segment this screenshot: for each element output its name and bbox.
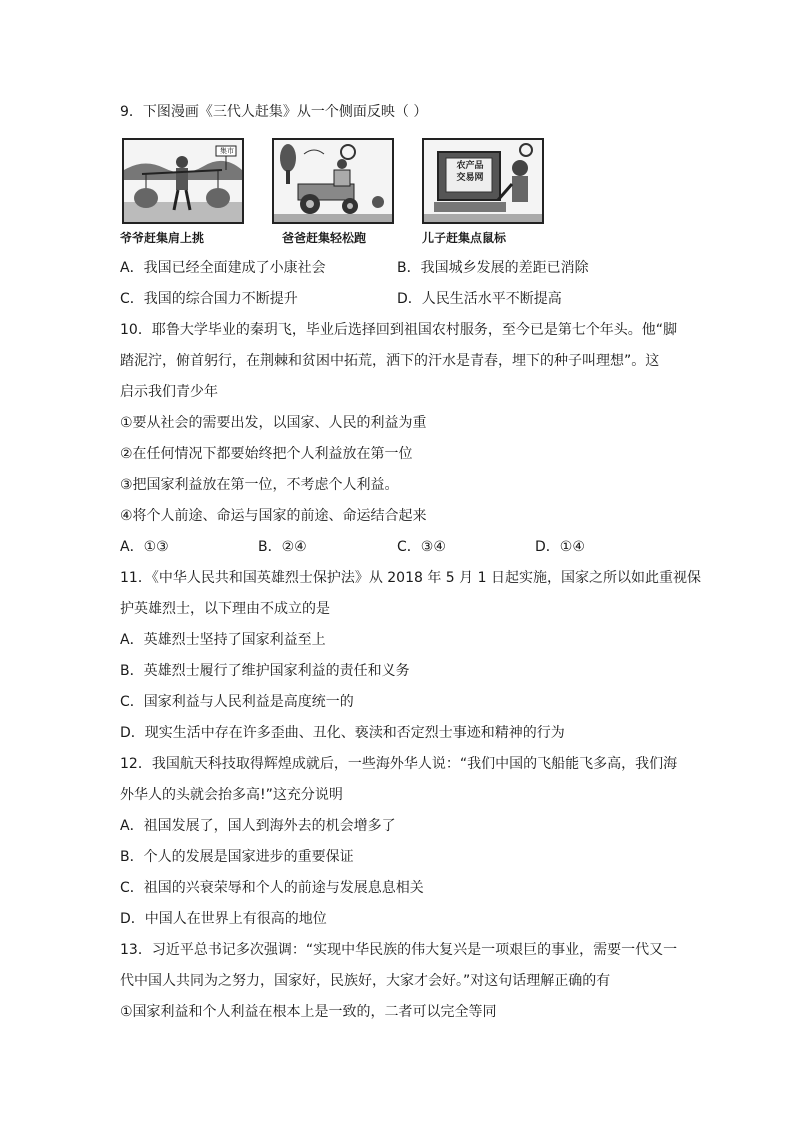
q9-option-a: A．我国已经全面建成了小康社会 [120, 260, 326, 276]
q11-option-a: A．英雄烈士坚持了国家利益至上 [120, 632, 326, 648]
q12-stem-line-2: 外华人的头就会抬多高!”这充分说明 [120, 787, 343, 803]
q11-option-d: D．现实生活中存在许多歪曲、丑化、亵渎和否定烈士事迹和精神的行为 [120, 725, 565, 741]
q9-option-c: C．我国的综合国力不断提升 [120, 291, 298, 307]
cartoon-three-generations [120, 138, 520, 248]
q10-option-d: D．①④ [535, 539, 585, 555]
q10-stem-line-2: 踏泥泞，俯首躬行，在荆棘和贫困中拓荒，洒下的汗水是青春，埋下的种子叫理想”。这 [120, 353, 660, 369]
screen-line-1: 农产品 [456, 161, 484, 171]
q10-stem-line-3: 启示我们青少年 [120, 384, 218, 400]
q12-option-c: C．祖国的兴衰荣辱和个人的前途与发展息息相关 [120, 880, 424, 896]
q11-option-b: B．英雄烈士履行了维护国家利益的责任和义务 [120, 663, 410, 679]
panel3-screen-text [447, 160, 493, 184]
cartoon-panel-father [272, 138, 394, 224]
q9-stem: 9．下图漫画《三代人赶集》从一个侧面反映（ ） [120, 104, 428, 120]
q10-option-a: A．①③ [120, 539, 169, 555]
q12-stem-line-1: 12．我国航天科技取得辉煌成就后，一些海外华人说：“我们中国的飞船能飞多高，我们海 [120, 756, 678, 772]
q10-item-1: ①要从社会的需要出发，以国家、人民的利益为重 [120, 415, 427, 431]
q10-item-2: ②在任何情况下都要始终把个人利益放在第一位 [120, 446, 413, 462]
q13-stem-line-2: 代中国人共同为之努力，国家好，民族好，大家才会好。”对这句话理解正确的有 [120, 973, 611, 989]
q10-item-4: ④将个人前途、命运与国家的前途、命运结合起来 [120, 508, 427, 524]
q12-option-d: D．中国人在世界上有很高的地位 [120, 911, 327, 927]
caption-father: 爸爸赶集轻松跑 [282, 231, 367, 245]
q9-option-d: D．人民生活水平不断提高 [397, 291, 562, 307]
q11-stem-line-1: 11．《中华人民共和国英雄烈士保护法》从 2018 年 5 月 1 日起实施，国家之所以如此重视保 [120, 570, 701, 586]
q9-option-b: B．我国城乡发展的差距已消除 [397, 260, 589, 276]
q11-option-c: C．国家利益与人民利益是高度统一的 [120, 694, 354, 710]
q13-item-1: ①国家利益和个人利益在根本上是一致的，二者可以完全等同 [120, 1004, 497, 1020]
q13-stem-line-1: 13．习近平总书记多次强调：“实现中华民族的伟大复兴是一项艰巨的事业，需要一代又一 [120, 942, 678, 958]
q12-option-b: B．个人的发展是国家进步的重要保证 [120, 849, 354, 865]
cartoon-panel-son [422, 138, 544, 224]
q10-stem-line-1: 10．耶鲁大学毕业的秦玥飞，毕业后选择回到祖国农村服务，至今已是第七个年头。他“脚 [120, 322, 678, 338]
caption-grandfather: 爷爷赶集肩上挑 [120, 231, 205, 245]
screen-line-2: 交易网 [456, 173, 484, 183]
q10-option-c: C．③④ [397, 539, 446, 555]
q10-item-3: ③把国家利益放在第一位，不考虑个人利益。 [120, 477, 399, 493]
q12-option-a: A．祖国发展了，国人到海外去的机会增多了 [120, 818, 396, 834]
caption-son: 儿子赶集点鼠标 [422, 231, 507, 245]
q10-option-b: B．②④ [258, 539, 307, 555]
panel1-sign-text: 集市 [220, 147, 234, 155]
cartoon-panel-grandfather [122, 138, 244, 224]
q11-stem-line-2: 护英雄烈士，以下理由不成立的是 [120, 601, 330, 617]
